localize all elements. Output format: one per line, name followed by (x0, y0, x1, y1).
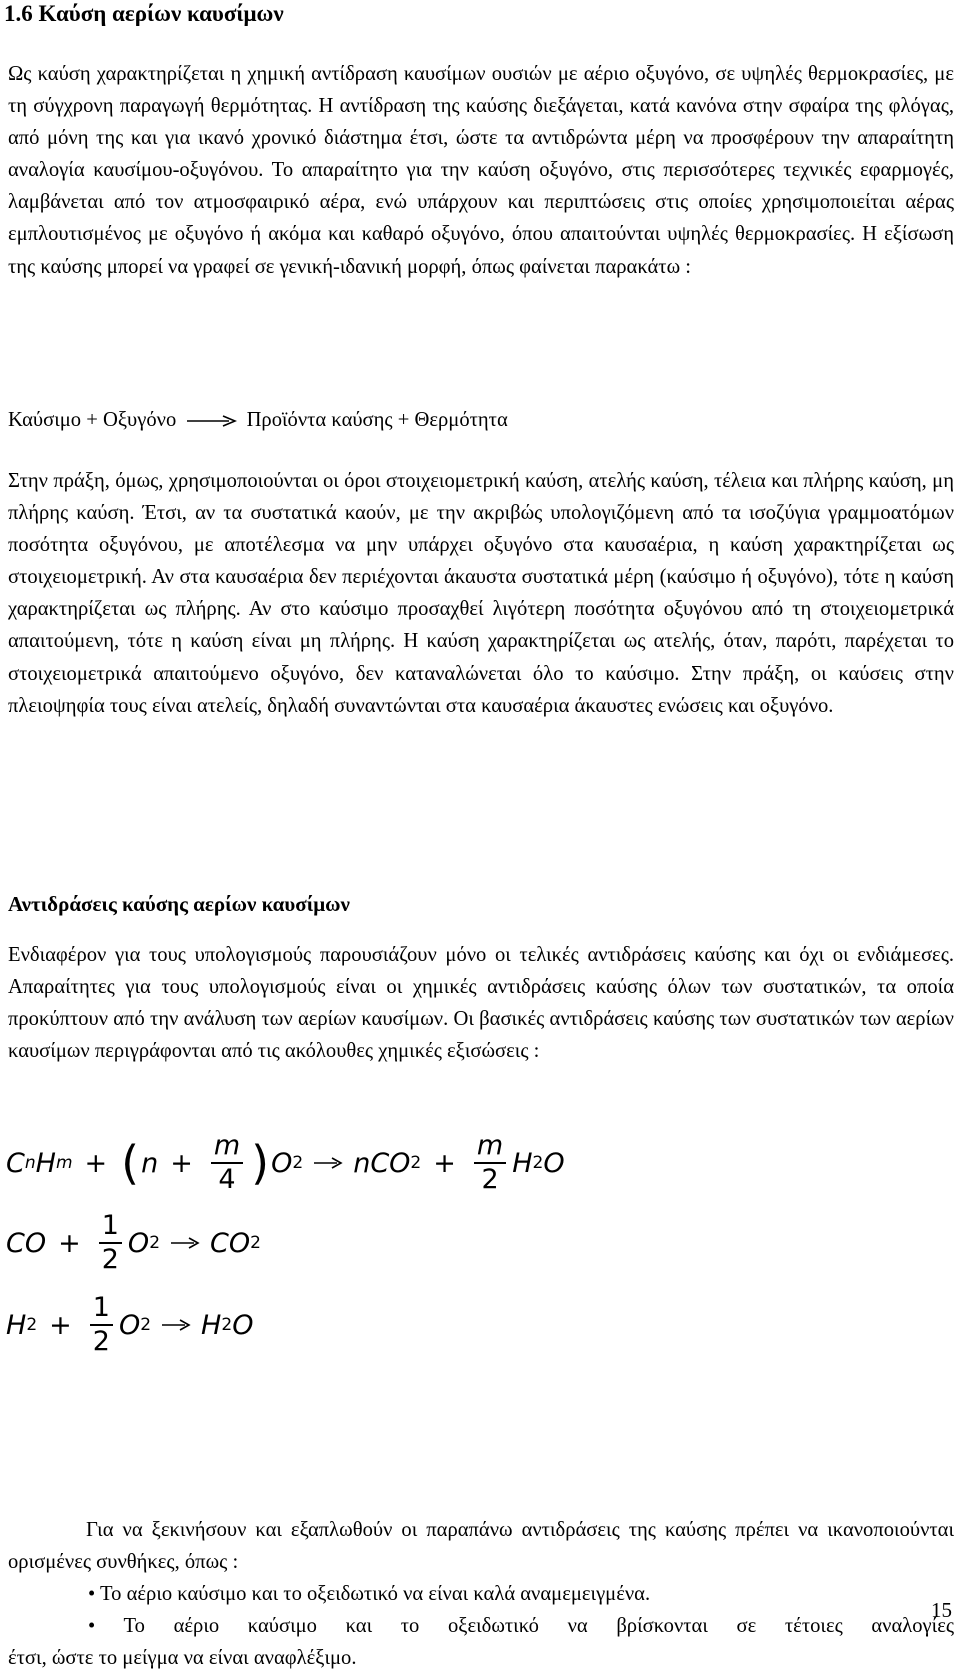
eq1-hydrogen: H (35, 1147, 56, 1179)
bullet-icon: • (88, 1583, 96, 1605)
eq1-oxygen: O (271, 1147, 293, 1179)
equation-hydrocarbon-combustion (6, 1123, 565, 1203)
eq3-oxygen: O (118, 1309, 141, 1341)
eq1-carbon: C (6, 1147, 25, 1179)
list-item-text: Το αέριο καύσιμο και το οξειδωτικό να βρίσκονται σε τέτοιες αναλογίες (123, 1615, 955, 1638)
eq1-oxygen-subscript: 2 (292, 1153, 304, 1173)
eq3-fraction-numerator: 1 (92, 1292, 110, 1323)
eq3-product-o: O (232, 1309, 254, 1341)
eq1-inner-plus: + (170, 1147, 193, 1179)
right-arrow-icon (185, 414, 237, 428)
eq3-hydrogen-subscript: 2 (26, 1315, 38, 1335)
eq1-fraction-numerator: m (213, 1130, 241, 1161)
eq1-product-co2: nCO (353, 1147, 411, 1179)
eq1-product-co2-subscript: 2 (410, 1153, 422, 1173)
eq3-fraction-denominator: 2 (92, 1326, 110, 1357)
eq3-hydrogen: H (6, 1309, 27, 1341)
eq1-hydrogen-subscript: m (55, 1153, 73, 1173)
conditions-paragraph: Για να ξεκινήσουν και εξαπλωθούν οι παραπάνω αντιδράσεις της καύσης πρέπει να ικανοποιούνται ορισμένες συνθήκες, όπως : (8, 1519, 954, 1574)
eq2-fraction-numerator: 1 (101, 1210, 119, 1241)
equation-carbon-monoxide-combustion (6, 1208, 261, 1278)
eq1-fraction-denominator: 4 (218, 1164, 236, 1195)
eq1-fraction2-denominator: 2 (481, 1164, 499, 1195)
reaction-arrow-icon (170, 1236, 200, 1250)
list-item (8, 1610, 954, 1642)
eq3-oxygen-subscript: 2 (140, 1315, 152, 1335)
eq1-fraction-m-over-2 (474, 1130, 506, 1196)
eq1-product-plus: + (433, 1147, 456, 1179)
list-item-text: Το αέριο καύσιμο και το οξειδωτικό να είναι καλά αναμεμειγμένα. (100, 1583, 651, 1605)
list-item (8, 1578, 954, 1610)
eq2-oxygen-subscript: 2 (149, 1233, 161, 1253)
reactions-heading: Αντιδράσεις καύσης αερίων καυσίμων (8, 892, 350, 916)
eq2-oxygen: O (127, 1227, 150, 1259)
eq1-n: n (141, 1147, 159, 1179)
general-combustion-scheme (8, 406, 508, 434)
eq2-plus: + (58, 1227, 81, 1259)
eq2-fraction-denominator: 2 (101, 1244, 119, 1275)
eq2-co: CO (6, 1227, 47, 1259)
scheme-reactants: Καύσιμο + Οξυγόνο (8, 409, 177, 431)
eq1-open-paren: ( (121, 1136, 140, 1190)
list-item-continuation: έτσι, ώστε το μείγμα να είναι αναφλέξιμο. (8, 1647, 357, 1670)
eq1-water-subscript: 2 (532, 1153, 544, 1173)
eq1-carbon-subscript: n (24, 1153, 36, 1173)
eq1-fraction2-numerator: m (476, 1130, 504, 1161)
eq3-plus: + (49, 1309, 72, 1341)
eq2-fraction-one-half (99, 1210, 122, 1276)
eq1-water-o: O (543, 1147, 565, 1179)
eq1-plus: + (84, 1147, 108, 1179)
eq3-product-h: H (201, 1309, 222, 1341)
conditions-list (8, 1578, 954, 1674)
eq3-product-subscript: 2 (221, 1315, 233, 1335)
eq2-product-subscript: 2 (250, 1233, 261, 1253)
eq3-fraction-one-half (90, 1292, 113, 1358)
practice-paragraph: Στην πράξη, όμως, χρησιμοποιούνται οι όροι στοιχειομετρική καύση, ατελής καύση, τέλεια και πλήρης καύση, μη πλήρης καύση. Έτσι, αν τα συστατικά καούν, με την ακριβώς υπολογιζόμενη από τα ισοζύγια γραμμοατόμων ποσότητα οξυγόνου, με αποτέλεσμα να μην υπάρχει οξυγόνο στα καυσαέρια, η καύση χαρακτηρίζεται ως στοιχειομετρική. Αν στα καυσαέρια δεν περιέχονται άκαυστα συστατικά μέρη (καύσιμο ή οξυγόνο), τότε η καύση χαρακτηρίζεται ως πλήρης. Αν στο καύσιμο προσαχθεί λιγότερη ποσότητα οξυγόνου από τη στοιχειομετρικά απαιτούμενη, τότε η καύση είναι μη πλήρης. Η καύση χαρακτηρίζεται ως ατελής, όταν, παρότι, παρέχεται το στοιχειομετρικά απαιτούμενο οξυγόνο, δεν καταναλώνεται όλο το καύσιμο. Στην πράξη, οι καύσεις στην πλειοψηφία τους είναι ατελείς, δηλαδή συναντώνται στα καυσαέρια άκαυστες ενώσεις και οξυγόνο. (8, 470, 954, 717)
eq2-product: CO (210, 1227, 251, 1259)
reaction-arrow-icon (313, 1156, 343, 1170)
equation-hydrogen-combustion (6, 1290, 253, 1360)
reaction-arrow-icon (161, 1318, 191, 1332)
section-heading: 1.6 Καύση αερίων καυσίμων (4, 1, 284, 26)
eq1-water-h: H (512, 1147, 533, 1179)
reactions-paragraph: Ενδιαφέρον για τους υπολογισμούς παρουσιάζουν μόνο οι τελικές αντιδράσεις καύσης και όχι οι ενδιάμεσες. Απαραίτητες για τους υπολογισμούς είναι οι χημικές αντιδράσεις καύσης όλων των συστατικών, τα οποία προκύπτουν από την ανάλυση των αερίων καυσίμων. Οι βασικές αντιδράσεις καύσης των συστατικών των αερίων καυσίμων περιγράφονται από τις ακόλουθες χημικές εξισώσεις : (8, 944, 954, 1063)
eq1-fraction-m-over-4 (211, 1130, 243, 1196)
page-number: 15 (931, 1598, 952, 1622)
scheme-products: Προϊόντα καύσης + Θερμότητα (246, 409, 508, 431)
intro-paragraph: Ως καύση χαρακτηρίζεται η χημική αντίδραση καυσίμων ουσιών με αέριο οξυγόνο, σε υψηλές θερμοκρασίες, με τη σύγχρονη παραγωγή θερμότητας. Η αντίδραση της καύσης διεξάγεται, κατά κανόνα στην σφαίρα της φλόγας, από μόνη της και για ικανό χρονικό διάστημα έτσι, ώστε τα αντιδρώντα μέρη να προσφέρουν την απαραίτητη αναλογία καυσίμου-οξυγόνου. Το απαραίτητο για την καύση οξυγόνο, στις περισσότερες τεχνικές εφαρμογές, λαμβάνεται από τον ατμοσφαιρικό αέρα, ενώ υπάρχουν και περιπτώσεις στις οποίες χρησιμοποιείται αέρας εμπλουτισμένος με οξυγόνο ή ακόμα και καθαρό οξυγόνο, όπου απαιτούνται υψηλές θερμοκρασίες. Η εξίσωση της καύσης μπορεί να γραφεί σε γενική-ιδανική μορφή, όπως φαίνεται παρακάτω : (8, 63, 954, 278)
bullet-icon: • (88, 1615, 96, 1638)
eq1-close-paren: ) (251, 1136, 270, 1190)
